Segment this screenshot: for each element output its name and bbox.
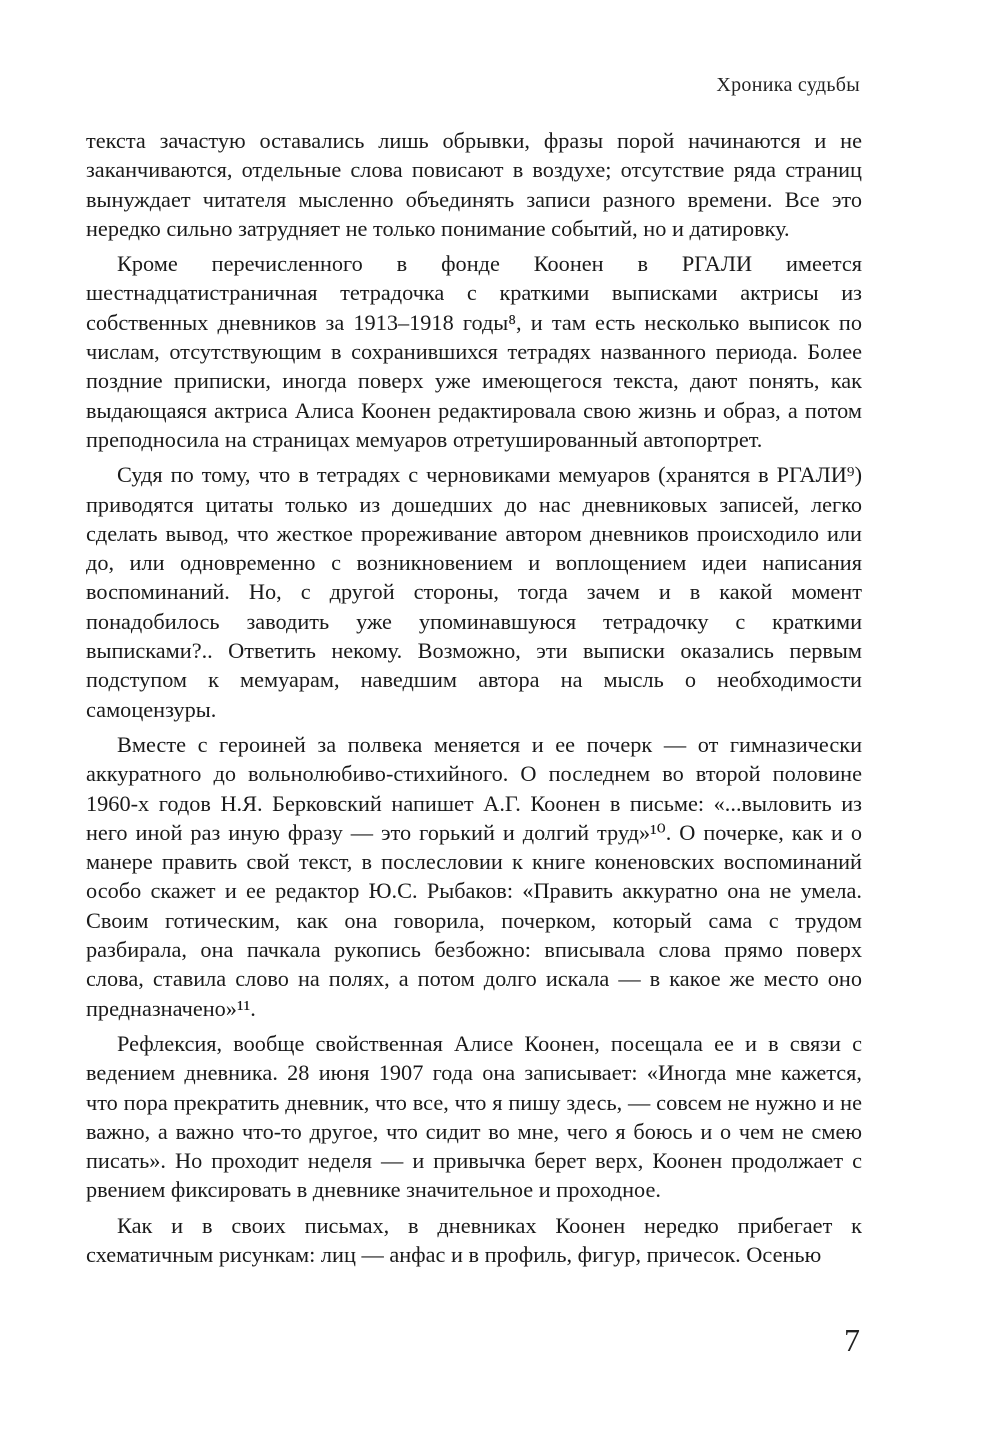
- page-number: 7: [844, 1322, 860, 1358]
- paragraph: Как и в своих письмах, в дневниках Коонен нередко прибегает к схематичным рисункам: лиц — анфас и в профиль, фигур, причесок. Осенью: [86, 1212, 862, 1267]
- paragraph: Судя по тому, что в тетрадях с черновиками мемуаров (хранятся в РГАЛИ⁹) приводятся цитаты только из дошедших до нас дневниковых записей, легко сделать вывод, что жесткое прореживание автором дневников происходило или до, или одновременно с возникновением и воплощением идеи написания воспоминаний. Но, с другой стороны, тогда зачем и в какой момент понадобилось заводить уже упоминавшуюся тетрадочку с краткими выписками?.. Ответить некому. Возможно, эти выписки оказались первым подступом к мемуарам, наведшим автора на мысль о необходимости самоцензуры.: [86, 462, 862, 722]
- body-text: [86, 126, 862, 1269]
- paragraph: Кроме перечисленного в фонде Коонен в РГАЛИ имеется шестнадцатистраничная тетрадочка с краткими выписками актрисы из собственных дневников за 1913–1918 годы⁸, и там есть несколько выписок по числам, отсутствующим в сохранившихся тетрадях названного периода. Более поздние приписки, иногда поверх уже имеющегося текста, дают понять, как выдающаяся актриса Алиса Коонен редактировала свою жизнь и образ, а потом преподносила на страницах мемуаров отретушированный автопортрет.: [86, 251, 862, 452]
- paragraph: Вместе с героиней за полвека меняется и ее почерк — от гимназически аккуратного до вольнолюбиво-стихийного. О последнем во второй половине 1960-х годов Н.Я. Берковский напишет А.Г. Коонен в письме: «...выловить из него иной раз иную фразу — это горький и долгий труд»¹⁰. О почерке, как и о манере править свой текст, в послесловии к книге коненовских воспоминаний особо скажет и ее редактор Ю.С. Рыбаков: «Править аккуратно она не умела. Своим готическим, как она говорила, почерком, который сама с трудом разбирала, она пачкала рукопись безбожно: вписывала слова прямо поверх слова, ставила слово на полях, а потом долго искала — в какое же место оно предназначено»¹¹.: [86, 731, 862, 1021]
- running-head: Хроника судьбы: [716, 74, 860, 96]
- paragraph: текста зачастую оставались лишь обрывки, фразы порой начинаются и не заканчиваются, отдельные слова повисают в воздухе; отсутствие ряда страниц вынуждает читателя мысленно объединять записи разного времени. Все это нередко сильно затрудняет не только понимание событий, но и датировку.: [86, 128, 862, 241]
- paragraph: Рефлексия, вообще свойственная Алисе Коонен, посещала ее и в связи с ведением дневника. 28 июня 1907 года она записывает: «Иногда мне кажется, что пора прекратить дневник, что все, что я пишу здесь, — совсем не нужно и не важно, а важно что-то другое, что сидит во мне, чего я боюсь и о чем не смею писать». Но проходит неделя — и привычка берет верх, Коонен продолжает с рвением фиксировать в дневнике значительное и проходное.: [86, 1030, 862, 1203]
